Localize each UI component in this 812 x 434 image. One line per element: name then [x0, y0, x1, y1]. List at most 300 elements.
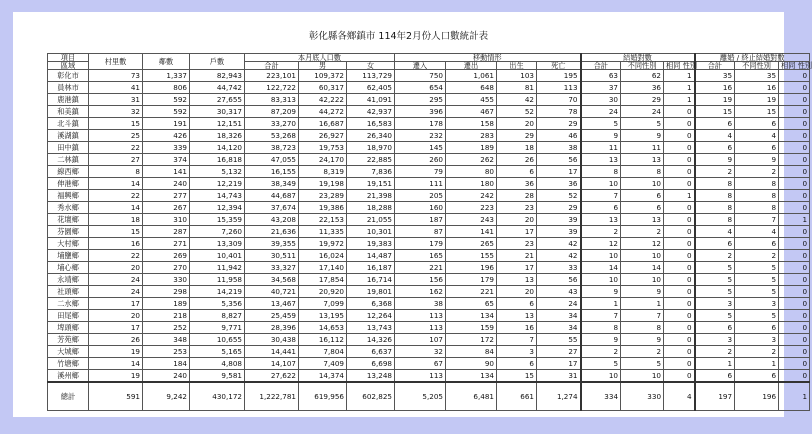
cell-birth: 20 [497, 118, 537, 130]
cell-move-in: 113 [395, 310, 446, 322]
cell-marriage-diff: 9 [621, 334, 664, 346]
total-villages: 591 [89, 382, 143, 411]
cell-villages: 27 [89, 154, 143, 166]
cell-divorce-diff: 7 [735, 214, 779, 226]
cell-marriage-diff: 14 [621, 262, 664, 274]
cell-male: 26,927 [299, 130, 347, 142]
cell-population-total: 44,687 [245, 190, 299, 202]
cell-district: 秀水鄉 [48, 202, 89, 214]
cell-villages: 26 [89, 334, 143, 346]
cell-villages: 19 [89, 346, 143, 358]
cell-neighborhoods: 270 [143, 262, 190, 274]
cell-marriage-same: 1 [664, 190, 695, 202]
cell-population-total: 83,313 [245, 94, 299, 106]
cell-villages: 22 [89, 190, 143, 202]
cell-divorce-same: 0 [779, 106, 810, 118]
cell-female: 16,187 [347, 262, 395, 274]
cell-move-out: 155 [446, 250, 497, 262]
cell-villages: 15 [89, 226, 143, 238]
cell-male: 7,099 [299, 298, 347, 310]
header-marriage-group: 結婚對數 [581, 54, 695, 62]
cell-population-total: 37,674 [245, 202, 299, 214]
cell-death: 29 [537, 202, 581, 214]
cell-male: 11,335 [299, 226, 347, 238]
cell-divorce-diff: 6 [735, 322, 779, 334]
cell-birth: 29 [497, 130, 537, 142]
header-movement-group: 移動情形 [395, 54, 581, 62]
cell-divorce-diff: 15 [735, 106, 779, 118]
total-death: 1,274 [537, 382, 581, 411]
cell-marriage-total: 10 [581, 178, 621, 190]
cell-marriage-same: 1 [664, 82, 695, 94]
header-death: 死亡 [537, 62, 581, 70]
cell-households: 82,943 [190, 70, 245, 82]
report-sheet [13, 12, 812, 417]
cell-district: 二水鄉 [48, 298, 89, 310]
cell-death: 46 [537, 130, 581, 142]
cell-divorce-diff: 6 [735, 370, 779, 383]
cell-divorce-same: 0 [779, 154, 810, 166]
cell-birth: 28 [497, 190, 537, 202]
cell-population-total: 27,622 [245, 370, 299, 383]
cell-marriage-same: 0 [664, 262, 695, 274]
cell-district: 田尾鄉 [48, 310, 89, 322]
header-pop-total: 合計 [245, 62, 299, 70]
cell-birth: 16 [497, 322, 537, 334]
cell-marriage-diff: 5 [621, 118, 664, 130]
cell-district: 鹿港鎮 [48, 94, 89, 106]
cell-birth: 7 [497, 334, 537, 346]
cell-move-out: 455 [446, 94, 497, 106]
cell-divorce-diff: 4 [735, 226, 779, 238]
table-row [48, 238, 810, 250]
cell-district: 芬園鄉 [48, 226, 89, 238]
cell-district: 田中鎮 [48, 142, 89, 154]
cell-divorce-same: 0 [779, 238, 810, 250]
cell-divorce-total: 6 [695, 370, 735, 383]
cell-female: 10,301 [347, 226, 395, 238]
cell-neighborhoods: 141 [143, 166, 190, 178]
cell-divorce-total: 2 [695, 166, 735, 178]
cell-female: 16,583 [347, 118, 395, 130]
cell-population-total: 16,155 [245, 166, 299, 178]
cell-divorce-same: 0 [779, 310, 810, 322]
cell-district: 大村鄉 [48, 238, 89, 250]
header-item: 項目 [48, 54, 89, 62]
cell-male: 8,319 [299, 166, 347, 178]
table-row [48, 178, 810, 190]
cell-death: 17 [537, 358, 581, 370]
table-row [48, 106, 810, 118]
cell-death: 39 [537, 214, 581, 226]
cell-population-total: 39,355 [245, 238, 299, 250]
cell-divorce-total: 3 [695, 334, 735, 346]
cell-divorce-total: 8 [695, 190, 735, 202]
header-neighborhoods: 鄰數 [143, 54, 190, 70]
total-divorce-same: 1 [779, 382, 810, 411]
cell-marriage-diff: 2 [621, 346, 664, 358]
cell-death: 33 [537, 262, 581, 274]
cell-population-total: 34,568 [245, 274, 299, 286]
cell-death: 27 [537, 346, 581, 358]
cell-district: 線西鄉 [48, 166, 89, 178]
cell-divorce-same: 0 [779, 178, 810, 190]
cell-female: 19,151 [347, 178, 395, 190]
cell-population-total: 33,327 [245, 262, 299, 274]
header-villages: 村里數 [89, 54, 143, 70]
cell-divorce-diff: 3 [735, 334, 779, 346]
cell-marriage-total: 2 [581, 226, 621, 238]
cell-divorce-total: 2 [695, 250, 735, 262]
cell-divorce-total: 6 [695, 322, 735, 334]
header-birth: 出生 [497, 62, 537, 70]
cell-death: 113 [537, 82, 581, 94]
table-footer [48, 382, 810, 411]
table-row [48, 202, 810, 214]
total-move-in: 5,205 [395, 382, 446, 411]
cell-population-total: 38,349 [245, 178, 299, 190]
cell-villages: 20 [89, 310, 143, 322]
cell-move-in: 165 [395, 250, 446, 262]
cell-move-in: 113 [395, 370, 446, 383]
table-body [48, 70, 810, 383]
cell-marriage-same: 0 [664, 178, 695, 190]
cell-divorce-diff: 5 [735, 310, 779, 322]
cell-death: 52 [537, 190, 581, 202]
cell-divorce-same: 0 [779, 70, 810, 82]
cell-move-out: 134 [446, 310, 497, 322]
cell-divorce-same: 0 [779, 262, 810, 274]
cell-marriage-same: 0 [664, 346, 695, 358]
table-row [48, 334, 810, 346]
cell-birth: 26 [497, 154, 537, 166]
cell-marriage-total: 12 [581, 238, 621, 250]
cell-move-in: 156 [395, 274, 446, 286]
cell-district: 溪州鄉 [48, 370, 89, 383]
cell-male: 42,222 [299, 94, 347, 106]
cell-marriage-total: 14 [581, 262, 621, 274]
cell-villages: 20 [89, 262, 143, 274]
table-header [48, 54, 810, 70]
cell-male: 14,653 [299, 322, 347, 334]
population-statistics-table [47, 53, 810, 411]
cell-households: 18,326 [190, 130, 245, 142]
cell-move-out: 189 [446, 142, 497, 154]
cell-district: 埔心鄉 [48, 262, 89, 274]
cell-divorce-total: 15 [695, 106, 735, 118]
cell-neighborhoods: 806 [143, 82, 190, 94]
cell-marriage-diff: 9 [621, 130, 664, 142]
cell-death: 43 [537, 286, 581, 298]
cell-marriage-same: 0 [664, 286, 695, 298]
cell-households: 9,771 [190, 322, 245, 334]
cell-marriage-diff: 29 [621, 94, 664, 106]
cell-move-out: 243 [446, 214, 497, 226]
cell-death: 56 [537, 274, 581, 286]
cell-male: 14,374 [299, 370, 347, 383]
cell-divorce-diff: 8 [735, 202, 779, 214]
cell-death: 29 [537, 118, 581, 130]
cell-neighborhoods: 253 [143, 346, 190, 358]
cell-households: 15,359 [190, 214, 245, 226]
cell-death: 34 [537, 322, 581, 334]
cell-birth: 17 [497, 262, 537, 274]
cell-move-in: 111 [395, 178, 446, 190]
table-row [48, 190, 810, 202]
cell-divorce-total: 16 [695, 82, 735, 94]
cell-divorce-same: 0 [779, 166, 810, 178]
cell-divorce-diff: 1 [735, 358, 779, 370]
cell-female: 21,398 [347, 190, 395, 202]
cell-divorce-same: 0 [779, 82, 810, 94]
cell-population-total: 47,055 [245, 154, 299, 166]
cell-move-out: 196 [446, 262, 497, 274]
cell-marriage-diff: 5 [621, 358, 664, 370]
cell-death: 42 [537, 238, 581, 250]
cell-move-in: 32 [395, 346, 446, 358]
cell-marriage-same: 0 [664, 154, 695, 166]
total-marriage-diff: 330 [621, 382, 664, 411]
table-row [48, 82, 810, 94]
cell-marriage-total: 7 [581, 190, 621, 202]
cell-divorce-total: 6 [695, 238, 735, 250]
cell-divorce-total: 1 [695, 358, 735, 370]
cell-female: 21,055 [347, 214, 395, 226]
cell-district: 伸港鄉 [48, 178, 89, 190]
cell-district: 埤頭鄉 [48, 322, 89, 334]
cell-district: 北斗鎮 [48, 118, 89, 130]
cell-female: 14,326 [347, 334, 395, 346]
cell-divorce-same: 1 [779, 214, 810, 226]
cell-marriage-diff: 10 [621, 370, 664, 383]
total-households: 430,172 [190, 382, 245, 411]
cell-male: 22,153 [299, 214, 347, 226]
cell-divorce-total: 4 [695, 130, 735, 142]
cell-marriage-total: 30 [581, 94, 621, 106]
cell-marriage-same: 0 [664, 310, 695, 322]
cell-female: 13,248 [347, 370, 395, 383]
table-row [48, 94, 810, 106]
cell-households: 10,655 [190, 334, 245, 346]
table-row [48, 322, 810, 334]
cell-population-total: 53,268 [245, 130, 299, 142]
cell-villages: 25 [89, 130, 143, 142]
cell-male: 109,372 [299, 70, 347, 82]
cell-marriage-total: 37 [581, 82, 621, 94]
cell-divorce-diff: 5 [735, 262, 779, 274]
cell-villages: 18 [89, 214, 143, 226]
cell-divorce-total: 6 [695, 118, 735, 130]
cell-move-in: 187 [395, 214, 446, 226]
cell-villages: 24 [89, 286, 143, 298]
cell-move-out: 179 [446, 274, 497, 286]
cell-marriage-total: 13 [581, 214, 621, 226]
cell-marriage-same: 0 [664, 130, 695, 142]
cell-divorce-diff: 4 [735, 130, 779, 142]
cell-neighborhoods: 218 [143, 310, 190, 322]
cell-households: 12,151 [190, 118, 245, 130]
cell-female: 62,405 [347, 82, 395, 94]
cell-move-out: 90 [446, 358, 497, 370]
cell-female: 13,743 [347, 322, 395, 334]
cell-district: 社頭鄉 [48, 286, 89, 298]
total-male: 619,956 [299, 382, 347, 411]
cell-move-out: 134 [446, 370, 497, 383]
cell-divorce-total: 35 [695, 70, 735, 82]
cell-move-out: 159 [446, 322, 497, 334]
cell-marriage-total: 8 [581, 322, 621, 334]
cell-male: 17,140 [299, 262, 347, 274]
cell-marriage-diff: 8 [621, 322, 664, 334]
cell-birth: 23 [497, 238, 537, 250]
cell-male: 16,687 [299, 118, 347, 130]
header-move-out: 遷出 [446, 62, 497, 70]
table-row [48, 286, 810, 298]
cell-divorce-total: 6 [695, 142, 735, 154]
cell-households: 10,401 [190, 250, 245, 262]
total-district: 總計 [48, 382, 89, 411]
cell-marriage-diff: 10 [621, 178, 664, 190]
cell-move-out: 265 [446, 238, 497, 250]
cell-move-in: 295 [395, 94, 446, 106]
cell-population-total: 30,438 [245, 334, 299, 346]
cell-population-total: 43,208 [245, 214, 299, 226]
cell-divorce-total: 5 [695, 274, 735, 286]
cell-district: 大城鄉 [48, 346, 89, 358]
cell-villages: 19 [89, 370, 143, 383]
cell-birth: 42 [497, 94, 537, 106]
cell-households: 11,942 [190, 262, 245, 274]
cell-district: 彰化市 [48, 70, 89, 82]
cell-divorce-same: 0 [779, 142, 810, 154]
header-marriage-total: 合計 [581, 62, 621, 70]
total-divorce-diff: 196 [735, 382, 779, 411]
cell-move-out: 141 [446, 226, 497, 238]
total-divorce-total: 197 [695, 382, 735, 411]
cell-female: 7,836 [347, 166, 395, 178]
header-divorce-same: 相同 性別 [779, 62, 810, 70]
cell-divorce-total: 2 [695, 346, 735, 358]
cell-district: 溪湖鎮 [48, 130, 89, 142]
cell-neighborhoods: 1,337 [143, 70, 190, 82]
cell-district: 埔鹽鄉 [48, 250, 89, 262]
cell-female: 18,288 [347, 202, 395, 214]
cell-households: 30,317 [190, 106, 245, 118]
cell-households: 13,309 [190, 238, 245, 250]
cell-marriage-same: 1 [664, 70, 695, 82]
cell-neighborhoods: 252 [143, 322, 190, 334]
cell-district: 竹塘鄉 [48, 358, 89, 370]
header-marriage-same: 相同 性別 [664, 62, 695, 70]
cell-move-in: 654 [395, 82, 446, 94]
cell-move-out: 283 [446, 130, 497, 142]
cell-marriage-total: 10 [581, 274, 621, 286]
cell-population-total: 223,101 [245, 70, 299, 82]
cell-marriage-same: 0 [664, 370, 695, 383]
cell-households: 12,394 [190, 202, 245, 214]
cell-female: 6,698 [347, 358, 395, 370]
cell-marriage-diff: 8 [621, 166, 664, 178]
cell-villages: 15 [89, 118, 143, 130]
cell-marriage-diff: 62 [621, 70, 664, 82]
cell-population-total: 87,209 [245, 106, 299, 118]
cell-female: 14,487 [347, 250, 395, 262]
cell-birth: 20 [497, 214, 537, 226]
cell-villages: 22 [89, 250, 143, 262]
cell-marriage-diff: 6 [621, 202, 664, 214]
cell-villages: 17 [89, 322, 143, 334]
cell-villages: 14 [89, 202, 143, 214]
cell-marriage-total: 7 [581, 310, 621, 322]
cell-marriage-same: 0 [664, 358, 695, 370]
cell-divorce-diff: 2 [735, 166, 779, 178]
cell-marriage-same: 0 [664, 250, 695, 262]
table-row [48, 226, 810, 238]
cell-divorce-same: 0 [779, 298, 810, 310]
cell-move-in: 205 [395, 190, 446, 202]
cell-female: 19,383 [347, 238, 395, 250]
cell-divorce-diff: 8 [735, 178, 779, 190]
cell-neighborhoods: 298 [143, 286, 190, 298]
cell-divorce-same: 0 [779, 334, 810, 346]
cell-divorce-same: 0 [779, 274, 810, 286]
table-row [48, 298, 810, 310]
cell-neighborhoods: 287 [143, 226, 190, 238]
cell-birth: 6 [497, 166, 537, 178]
cell-female: 6,368 [347, 298, 395, 310]
cell-divorce-same: 0 [779, 94, 810, 106]
cell-households: 9,581 [190, 370, 245, 383]
cell-households: 4,808 [190, 358, 245, 370]
cell-death: 17 [537, 166, 581, 178]
table-row [48, 262, 810, 274]
table-row [48, 166, 810, 178]
cell-villages: 73 [89, 70, 143, 82]
header-divorce-diff: 不同性別 [735, 62, 779, 70]
cell-population-total: 13,467 [245, 298, 299, 310]
cell-neighborhoods: 426 [143, 130, 190, 142]
cell-move-out: 221 [446, 286, 497, 298]
cell-population-total: 30,511 [245, 250, 299, 262]
cell-villages: 41 [89, 82, 143, 94]
cell-female: 6,637 [347, 346, 395, 358]
cell-male: 7,804 [299, 346, 347, 358]
cell-households: 12,219 [190, 178, 245, 190]
cell-marriage-same: 0 [664, 106, 695, 118]
cell-marriage-total: 63 [581, 70, 621, 82]
cell-marriage-total: 9 [581, 334, 621, 346]
cell-neighborhoods: 189 [143, 298, 190, 310]
cell-marriage-diff: 10 [621, 274, 664, 286]
cell-marriage-total: 1 [581, 298, 621, 310]
cell-death: 31 [537, 370, 581, 383]
cell-marriage-diff: 9 [621, 286, 664, 298]
cell-death: 36 [537, 178, 581, 190]
cell-divorce-diff: 19 [735, 94, 779, 106]
cell-birth: 6 [497, 298, 537, 310]
total-marriage-total: 334 [581, 382, 621, 411]
total-neighborhoods: 9,242 [143, 382, 190, 411]
cell-divorce-diff: 5 [735, 274, 779, 286]
cell-birth: 21 [497, 250, 537, 262]
cell-female: 12,264 [347, 310, 395, 322]
cell-move-in: 260 [395, 154, 446, 166]
cell-households: 5,356 [190, 298, 245, 310]
cell-divorce-diff: 9 [735, 154, 779, 166]
cell-marriage-same: 0 [664, 166, 695, 178]
table-row [48, 214, 810, 226]
cell-marriage-total: 2 [581, 346, 621, 358]
